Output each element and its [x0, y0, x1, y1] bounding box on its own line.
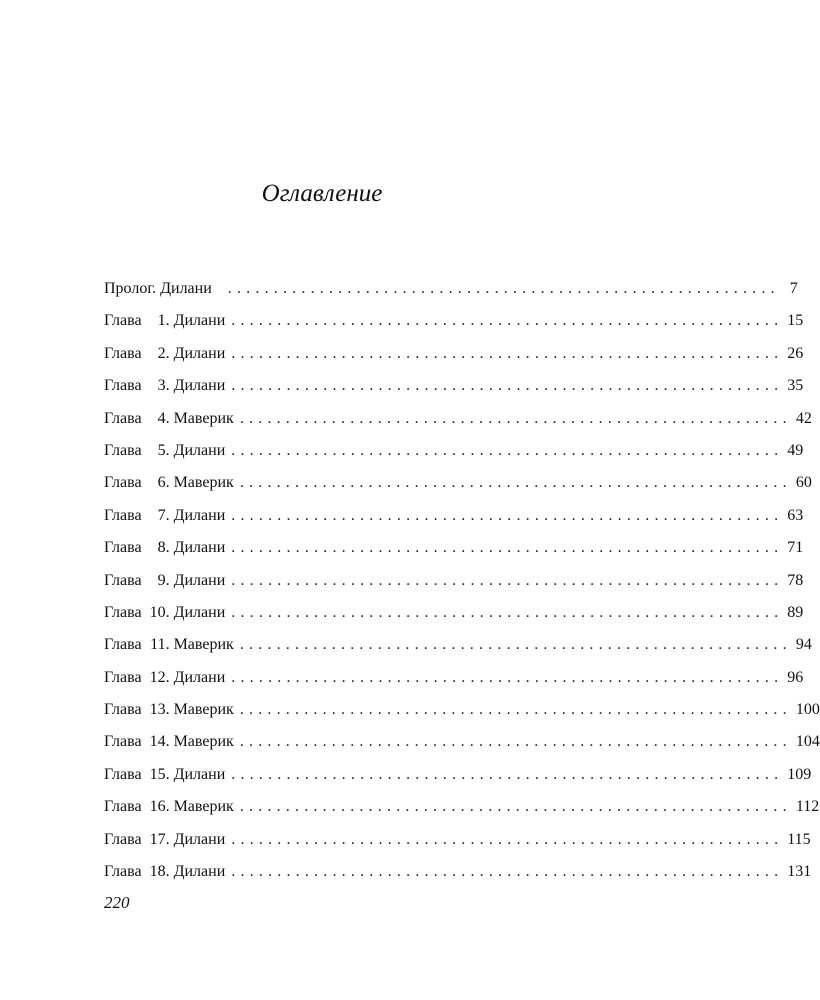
toc-entry-prefix: Глава [104, 506, 142, 524]
toc-entry-name: Маверик [173, 409, 234, 427]
toc-dot-leader: ............................................................ [239, 701, 792, 719]
toc-dot-leader: ............................................................ [231, 863, 784, 881]
toc-dot-leader: ............................................................ [239, 636, 792, 654]
toc-entry-number: 12. [149, 668, 170, 686]
toc-entry-chapter-8 [104, 537, 804, 569]
toc-entry-chapter-11 [104, 634, 812, 666]
toc-entry-chapter-15 [104, 764, 812, 796]
toc-entry-chapter-16 [104, 796, 820, 828]
toc-entry-chapter-13 [104, 699, 820, 731]
toc-entry-prefix: Глава [104, 668, 142, 686]
toc-entry-page: 78 [787, 571, 804, 589]
toc-entry-page: 89 [787, 603, 804, 621]
toc-entry-chapter-9 [104, 570, 804, 602]
toc-entry-page: 60 [795, 474, 812, 492]
toc-entry-label [104, 861, 225, 883]
toc-entry-prefix: Глава [104, 636, 142, 654]
toc-entry-page: 35 [787, 377, 804, 395]
toc-entry-chapter-4 [104, 408, 812, 440]
toc-entry-number: 6. [157, 474, 170, 492]
toc-entry-prefix: Глава [104, 539, 142, 557]
toc-entry-number: 16. [149, 798, 170, 816]
toc-entry-name: Дилани [173, 571, 226, 589]
toc-entry-prefix: Пролог. [104, 280, 157, 297]
toc-entry-name: Дилани [173, 441, 226, 459]
toc-entry-name: Дилани [160, 280, 212, 297]
toc-entry-page: 42 [795, 409, 812, 427]
toc-dot-leader: ............................................................ [231, 539, 784, 557]
toc-entry-page: 15 [787, 312, 804, 330]
toc-dot-leader: ............................................................ [231, 506, 784, 524]
toc-entry-prefix: Глава [104, 798, 142, 816]
toc-entry-prefix: Глава [104, 765, 142, 783]
toc-entry-prefix: Глава [104, 603, 142, 621]
toc-entry-label [104, 667, 225, 689]
toc-entry-chapter-6 [104, 472, 812, 504]
toc-entry-prefix: Глава [104, 344, 142, 362]
toc-entry-label [104, 699, 234, 721]
toc-entry-prologue [104, 278, 798, 310]
toc-dot-leader: ............................................................ [239, 474, 792, 492]
toc-entry-name: Дилани [173, 668, 226, 686]
toc-entry-number: 10. [149, 603, 170, 621]
toc-entry-page: 7 [789, 280, 798, 297]
toc-entry-name: Маверик [173, 733, 234, 751]
toc-dot-leader: ............................................................ [231, 668, 784, 686]
toc-entry-label [104, 731, 234, 753]
toc-entry-label [104, 310, 225, 332]
toc-entry-label [104, 764, 225, 786]
toc-dot-leader: ............................................................ [231, 830, 784, 848]
toc-entry-chapter-18 [104, 861, 812, 893]
toc-entry-number: 17. [149, 830, 170, 848]
toc-entry-name: Дилани [173, 539, 226, 557]
toc-entry-page: 112 [795, 798, 820, 816]
toc-entry-number: 3. [157, 377, 170, 395]
toc-entry-name: Маверик [173, 798, 234, 816]
toc-entry-page: 100 [795, 701, 820, 719]
toc-entry-page: 104 [795, 733, 820, 751]
toc-entry-prefix: Глава [104, 474, 142, 492]
toc-entry-number: 18. [149, 863, 170, 881]
toc-dot-leader: ............................................................ [231, 377, 784, 395]
toc-entry-page: 26 [787, 344, 804, 362]
toc-entry-number: 5. [157, 441, 170, 459]
toc-entry-number: 13. [149, 701, 170, 719]
toc-entry-name: Дилани [173, 506, 226, 524]
toc-entry-number: 2. [157, 344, 170, 362]
toc-entry-name: Дилани [173, 863, 226, 881]
toc-entry-prefix: Глава [104, 830, 142, 848]
toc-entry-chapter-3 [104, 375, 804, 407]
toc-entry-label [104, 796, 234, 818]
toc-entry-page: 109 [787, 765, 812, 783]
toc-entry-label [104, 343, 225, 365]
toc-entry-prefix: Глава [104, 409, 142, 427]
toc-entry-name: Маверик [173, 474, 234, 492]
toc-entry-prefix: Глава [104, 441, 142, 459]
toc-entry-number: 9. [157, 571, 170, 589]
toc-list [104, 278, 820, 893]
toc-entry-number: 11. [150, 636, 170, 654]
toc-entry-chapter-10 [104, 602, 804, 634]
toc-entry-number: 14. [149, 733, 170, 751]
toc-entry-page: 49 [787, 441, 804, 459]
toc-entry-label [104, 472, 234, 494]
toc-entry-prefix: Глава [104, 312, 142, 330]
toc-entry-label [104, 408, 234, 430]
page-number: 220 [104, 893, 130, 912]
toc-entry-name: Дилани [173, 377, 226, 395]
toc-entry-label [104, 602, 225, 624]
toc-entry-name: Дилани [173, 830, 226, 848]
toc-entry-label [104, 537, 225, 559]
toc-entry-number: 1. [157, 312, 170, 330]
toc-entry-prefix: Глава [104, 863, 142, 881]
toc-entry-chapter-14 [104, 731, 820, 763]
toc-entry-label [104, 440, 225, 462]
toc-entry-prefix: Глава [104, 701, 142, 719]
toc-dot-leader: ............................................................ [239, 798, 792, 816]
toc-entry-page: 96 [787, 668, 804, 686]
toc-dot-leader: ............................................................ [239, 409, 792, 427]
toc-entry-name: Дилани [173, 312, 226, 330]
toc-dot-leader: ............................................................ [231, 603, 784, 621]
toc-entry-chapter-5 [104, 440, 804, 472]
toc-entry-label [104, 505, 225, 527]
toc-dot-leader: ............................................................ [231, 765, 784, 783]
toc-dot-leader: ............................................................ [231, 571, 784, 589]
toc-entry-name: Дилани [173, 603, 226, 621]
toc-entry-number: 7. [157, 506, 170, 524]
toc-entry-label [104, 634, 234, 656]
toc-entry-name: Маверик [173, 636, 234, 654]
toc-entry-label [104, 375, 225, 397]
toc-entry-prefix: Глава [104, 377, 142, 395]
toc-entry-number: 15. [149, 765, 170, 783]
toc-entry-label [104, 570, 225, 592]
toc-entry-label [104, 829, 225, 851]
toc-title: Оглавление [261, 180, 383, 207]
toc-entry-page: 63 [787, 506, 804, 524]
toc-entry-chapter-7 [104, 505, 804, 537]
toc-entry-name: Маверик [173, 701, 234, 719]
toc-entry-prefix: Глава [104, 571, 142, 589]
toc-entry-page: 71 [787, 539, 804, 557]
toc-entry-label [104, 278, 222, 300]
toc-dot-leader: ............................................................ [239, 733, 792, 751]
toc-entry-page: 131 [787, 863, 812, 881]
toc-entry-page: 94 [795, 636, 812, 654]
toc-entry-chapter-2 [104, 343, 804, 375]
toc-entry-chapter-12 [104, 667, 804, 699]
toc-dot-leader: ............................................................ [231, 312, 784, 330]
toc-entry-chapter-1 [104, 310, 804, 342]
toc-dot-leader: ............................................................ [231, 344, 784, 362]
toc-entry-name: Дилани [173, 344, 226, 362]
toc-entry-page: 115 [787, 830, 811, 848]
toc-dot-leader: ............................................................ [227, 280, 780, 297]
toc-dot-leader: ............................................................ [231, 441, 784, 459]
toc-entry-name: Дилани [173, 765, 226, 783]
toc-entry-prefix: Глава [104, 733, 142, 751]
toc-entry-number: 8. [157, 539, 170, 557]
toc-entry-number: 4. [157, 409, 170, 427]
toc-entry-chapter-17 [104, 829, 811, 861]
